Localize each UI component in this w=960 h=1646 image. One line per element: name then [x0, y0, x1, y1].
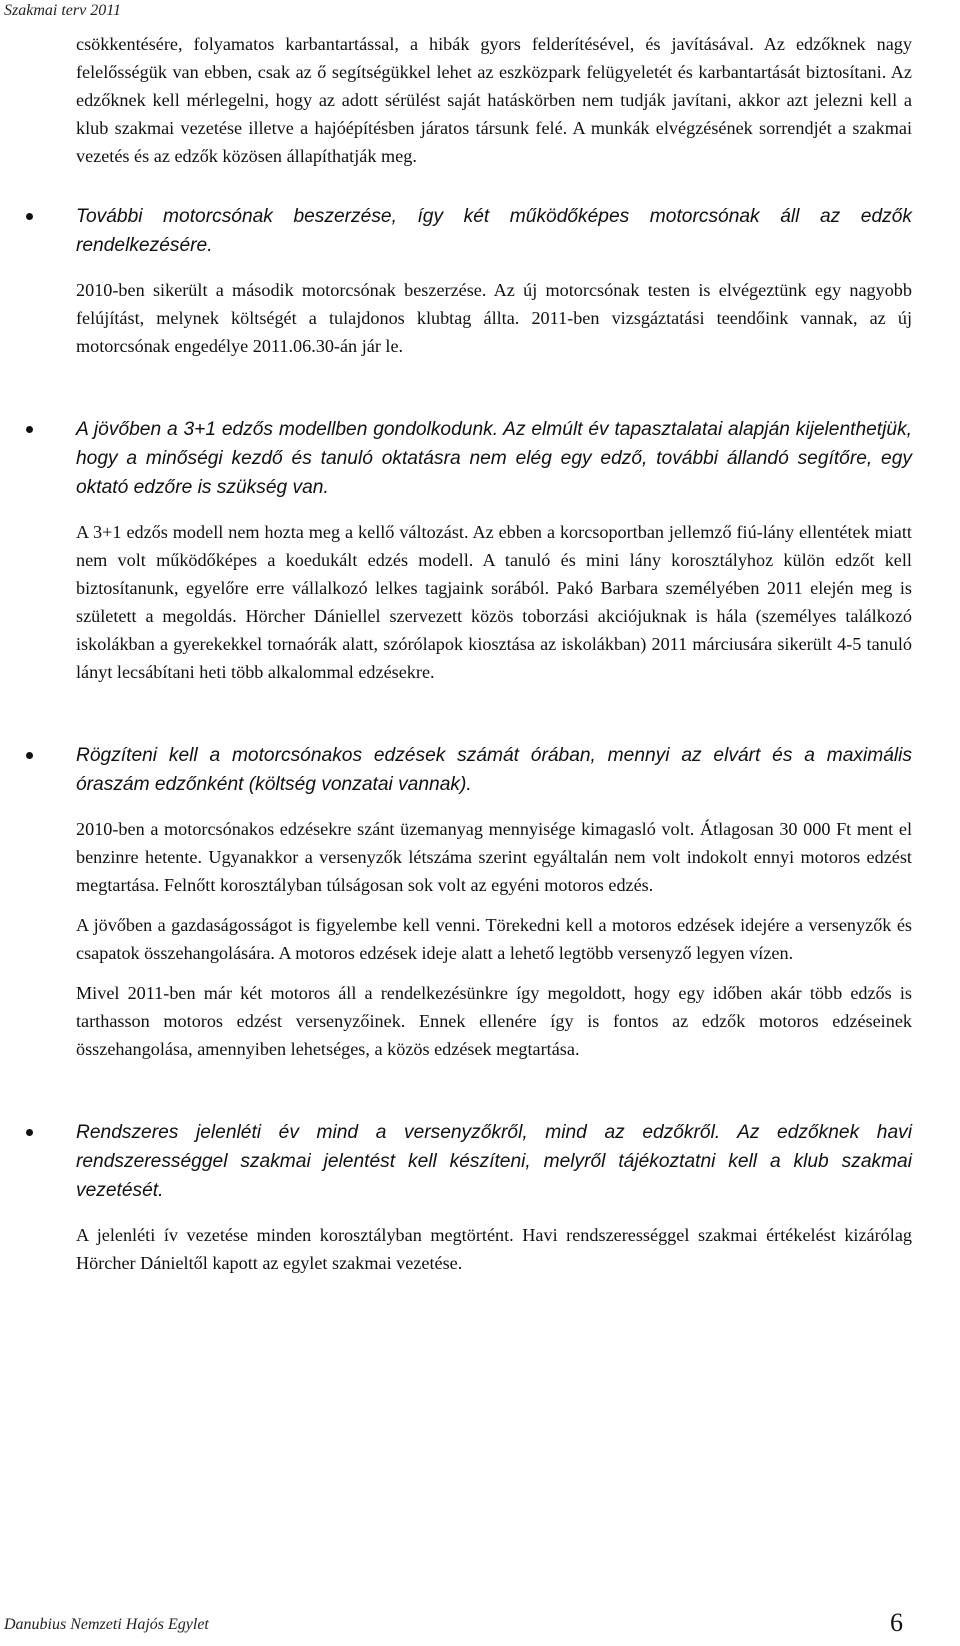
bullet-icon: [26, 426, 33, 433]
bullet-item-coach-model: [76, 415, 912, 502]
page-number: 6: [890, 1608, 903, 1637]
section-paragraph: 2010-ben sikerült a második motorcsónak beszerzése. Az új motorcsónak testen is elvégeztünk egy nagyobb felújítást, melynek költségét a tulajdonos klubtag állta. 2011-ben vizsgáztatási teendőink vannak, az új motorcsónak engedélye 2011.06.30-án jár le.: [76, 280, 912, 356]
bullet-heading: Rögzíteni kell a motorcsónakos edzések számát órában, mennyi az elvárt és a maximális óraszám edzőnként (költség vonzatai vannak).: [76, 745, 912, 795]
page-body: [76, 30, 912, 1277]
section-paragraph: 2010-ben a motorcsónakos edzésekre szánt üzemanyag mennyisége kimagasló volt. Átlagosan 30 000 Ft ment el benzinre hetente. Ugyanakkor a versenyzők létszáma szerint egyáltalán nem volt indokolt ennyi motoros edzést megtartása. Felnőtt korosztályban túlságosan sok volt az egyéni motoros edzés.: [76, 819, 912, 895]
intro-paragraph: csökkentésére, folyamatos karbantartással, a hibák gyors felderítésével, és javításával. Az edzőknek nagy felelősségük van ebben, csak az ő segítségükkel lehet az eszközpark felügyeletét és karbantartását biztosítani. Az edzőknek kell mérlegelni, hogy az adott sérülést saját hatáskörben nem tudják javítani, akkor azt jelezni kell a klub szakmai vezetése illetve a hajóépítésben járatos társunk felé. A munkák elvégzésének sorrendjét a szakmai vezetés és az edzők közösen állapíthatják meg.: [76, 34, 912, 166]
bullet-item-attendance: [76, 1118, 912, 1205]
section-paragraph: A jövőben a gazdaságosságot is figyelembe kell venni. Törekedni kell a motoros edzések idejére a versenyzők és csapatok összehangolására. A motoros edzések ideje alatt a lehető legtöbb versenyző legyen vízen.: [76, 915, 912, 963]
bullet-item-motorboat-purchase: [76, 202, 912, 260]
section-paragraph: A 3+1 edzős modell nem hozta meg a kellő változást. Az ebben a korcsoportban jellemző fiú-lány ellentétek miatt nem volt működőképes a koedukált edzés modell. A tanuló és mini lány korosztályhoz külön edzőt kell biztosítanunk, egyelőre erre vállalkozó lelkes tagjaink sorából. Pakó Barbara személyében 2011 elején meg is született a megoldás. Hörcher Dániellel szervezett közös toborzási akciójuknak is hála (személyes találkozó iskolákban a gyerekekkel tornaórák alatt, szórólapok kiosztása az iskolákban) 2011 márciusára sikerült 4-5 tanuló lányt lecsábítani heti több alkalommal edzésekre.: [76, 522, 912, 682]
footer-organization: Danubius Nemzeti Hajós Egylet: [4, 1616, 209, 1633]
bullet-icon: [26, 752, 33, 759]
running-header: Szakmai terv 2011: [4, 2, 122, 19]
section-paragraph: Mivel 2011-ben már két motoros áll a rendelkezésünkre így megoldott, hogy egy időben akár több edzős is tarthasson motoros edzést versenyzőinek. Ennek ellenére így is fontos az edzők motoros edzéseinek összehangolása, amennyiben lehetséges, a közös edzések megtartása.: [76, 983, 912, 1059]
bullet-heading: Rendszeres jelenléti év mind a versenyzőkről, mind az edzőkről. Az edzőknek havi rendszerességgel szakmai jelentést kell készíteni, melyről tájékoztatni kell a klub szakmai vezetését.: [76, 1122, 912, 1201]
bullet-icon: [26, 213, 33, 220]
bullet-heading: A jövőben a 3+1 edzős modellben gondolkodunk. Az elmúlt év tapasztalatai alapján kijelenthetjük, hogy a minőségi kezdő és tanuló oktatásra nem elég egy edző, további állandó segítőre, egy oktató edzőre is szükség van.: [76, 419, 912, 498]
section-paragraph: A jelenléti ív vezetése minden korosztályban megtörtént. Havi rendszerességgel szakmai értékelést kizárólag Hörcher Dánieltől kapott az egylet szakmai vezetése.: [76, 1225, 912, 1273]
bullet-item-motorboat-hours: [76, 741, 912, 799]
bullet-icon: [26, 1129, 33, 1136]
bullet-heading: További motorcsónak beszerzése, így két működőképes motorcsónak áll az edzők rendelkezésére.: [76, 206, 912, 256]
